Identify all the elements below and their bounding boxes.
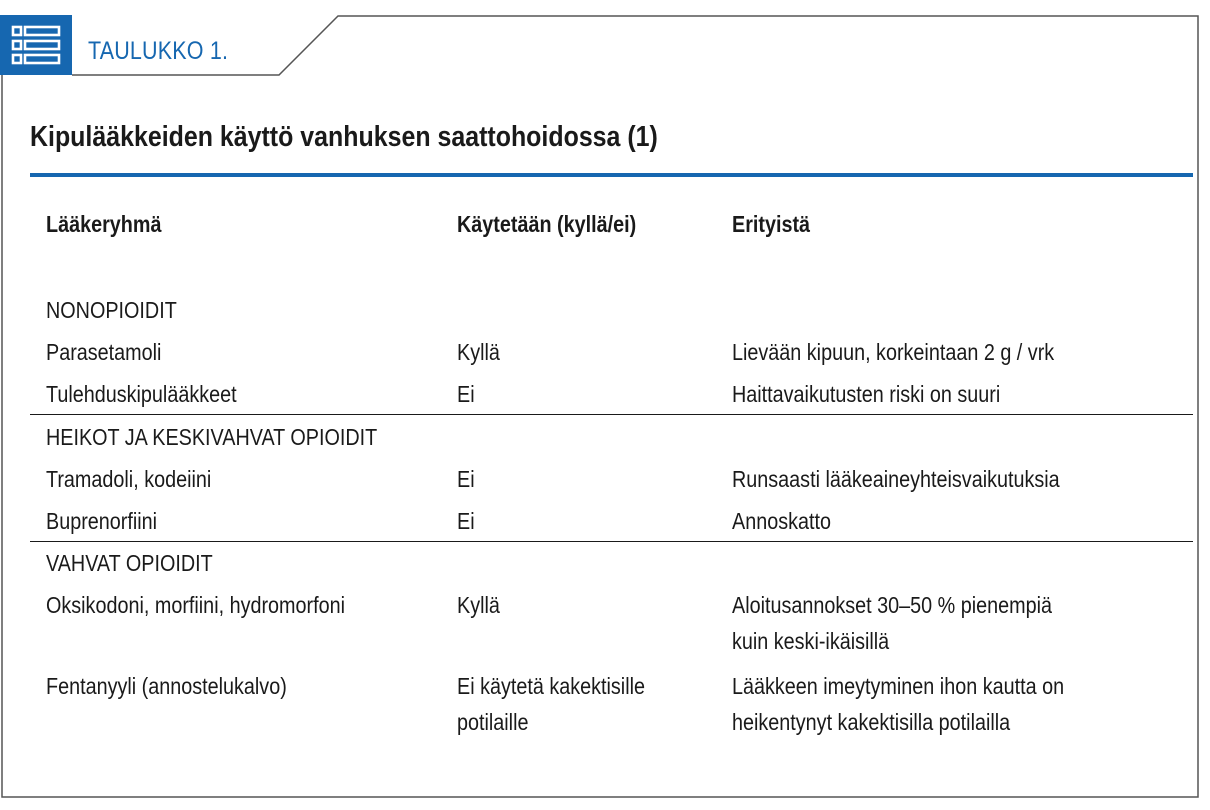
tab-label: TAULUKKO 1. bbox=[88, 37, 229, 65]
column-header-drug-group: Lääkeryhmä bbox=[46, 211, 162, 237]
cell-used: Kyllä bbox=[457, 339, 500, 365]
cell-notes-line-1: Lääkkeen imeytyminen ihon kautta on bbox=[732, 673, 1065, 699]
cell-notes-line-1: Aloitusannokset 30–50 % pienempiä bbox=[732, 592, 1053, 618]
cell-used: Kyllä bbox=[457, 592, 500, 618]
group-heading-nonopioids: NONOPIOIDIT bbox=[46, 297, 177, 323]
column-header-notes: Erityistä bbox=[732, 211, 811, 237]
group-divider bbox=[30, 414, 1193, 415]
cell-drug: Fentanyyli (annostelukalvo) bbox=[46, 673, 287, 699]
cell-used-line-2: potilaille bbox=[457, 709, 529, 735]
cell-notes: Lievään kipuun, korkeintaan 2 g / vrk bbox=[732, 339, 1055, 365]
group-heading-strong-opioids: VAHVAT OPIOIDIT bbox=[46, 550, 213, 576]
cell-drug: Buprenorfiini bbox=[46, 508, 158, 534]
cell-used: Ei bbox=[457, 381, 475, 407]
cell-notes: Runsaasti lääkeaineyhteisvaikutuksia bbox=[732, 466, 1060, 492]
table-list-icon bbox=[0, 15, 72, 75]
cell-drug: Tramadoli, kodeiini bbox=[46, 466, 212, 492]
group-heading-weak-opioids: HEIKOT JA KESKIVAHVAT OPIOIDIT bbox=[46, 424, 378, 450]
cell-used: Ei bbox=[457, 508, 475, 534]
cell-notes-line-2: heikentynyt kakektisilla potilailla bbox=[732, 709, 1011, 735]
cell-notes: Annoskatto bbox=[732, 508, 831, 534]
cell-used: Ei bbox=[457, 466, 475, 492]
tab-badge bbox=[0, 15, 72, 75]
cell-used-line-1: Ei käytetä kakektisille bbox=[457, 673, 645, 699]
cell-drug: Tulehduskipulääkkeet bbox=[46, 381, 237, 407]
cell-notes: Haittavaikutusten riski on suuri bbox=[732, 381, 1001, 407]
cell-drug: Parasetamoli bbox=[46, 339, 162, 365]
column-header-used: Käytetään (kyllä/ei) bbox=[457, 211, 637, 237]
page-title: Kipulääkkeiden käyttö vanhuksen saattohoidossa (1) bbox=[30, 121, 658, 153]
title-divider bbox=[30, 173, 1193, 177]
cell-notes-line-2: kuin keski-ikäisillä bbox=[732, 628, 890, 654]
group-divider bbox=[30, 541, 1193, 542]
cell-drug: Oksikodoni, morfiini, hydromorfoni bbox=[46, 592, 346, 618]
